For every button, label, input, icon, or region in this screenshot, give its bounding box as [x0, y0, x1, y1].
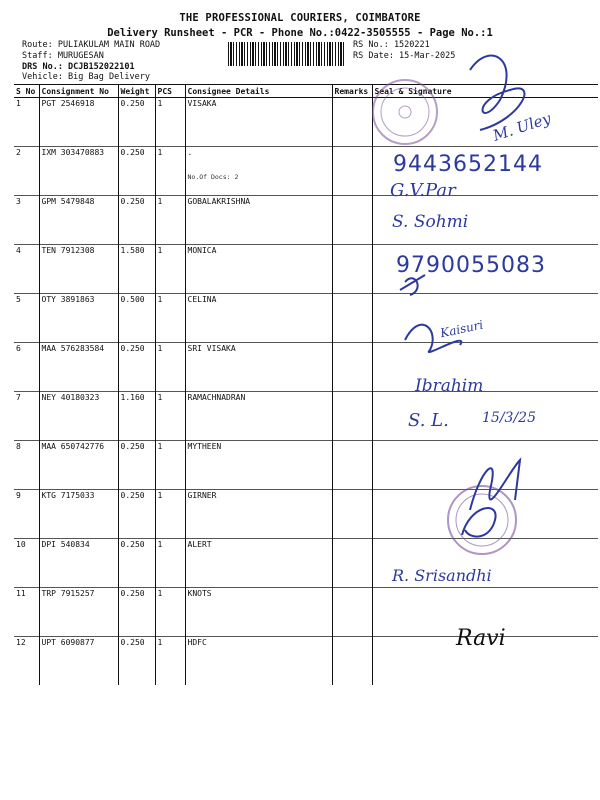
- row-consignment: [39, 196, 118, 245]
- row-remarks: [332, 245, 372, 294]
- barcode: [228, 42, 344, 66]
- row-weight-text: 0.250: [120, 442, 145, 451]
- row-signature: [372, 343, 598, 392]
- row-sno: [14, 588, 39, 637]
- table-row: [14, 588, 598, 637]
- row-weight-text: 0.250: [120, 197, 145, 206]
- row-pcs-text: 1: [157, 99, 163, 108]
- row-sno: [14, 147, 39, 196]
- row-consignment: [39, 539, 118, 588]
- row-pcs-text: 1: [157, 442, 163, 451]
- row-consignment: [39, 343, 118, 392]
- row-pcs-text: 1: [157, 540, 163, 549]
- row-sno-text: 12: [16, 638, 26, 647]
- row-weight: [118, 539, 155, 588]
- row-consignee-text: MYTHEEN: [187, 442, 222, 451]
- row-consignee-text: GIRNER: [187, 491, 217, 500]
- row-pcs: [155, 441, 185, 490]
- rs-date: RS Date: 15-Mar-2025: [353, 51, 456, 61]
- row-signature: [372, 392, 598, 441]
- handwritten-phone-row5: 9790055083: [396, 253, 546, 278]
- row-consignee: [185, 343, 332, 392]
- row-sno-text: 6: [16, 344, 21, 353]
- row-weight: [118, 588, 155, 637]
- signature-row4: S. Sohmi: [392, 212, 469, 232]
- row-weight-text: 0.250: [120, 99, 145, 108]
- row-consignee-text: CELINA: [187, 295, 217, 304]
- table-row: [14, 392, 598, 441]
- row-consignee-text: SRI VISAKA: [187, 344, 236, 353]
- row-consignment-text: PGT 2546918: [41, 99, 95, 108]
- row-consignee-text: ALERT: [187, 540, 212, 549]
- table-row: [14, 294, 598, 343]
- row-pcs-text: 1: [157, 246, 163, 255]
- row-consignee: [185, 441, 332, 490]
- row-sno: [14, 98, 39, 147]
- row-sno-text: 3: [16, 197, 21, 206]
- row-remarks: [332, 196, 372, 245]
- table-row: [14, 441, 598, 490]
- row-consignment: [39, 245, 118, 294]
- row-consignee-text: GOBALAKRISHNA: [187, 197, 251, 206]
- row-sno-text: 7: [16, 393, 21, 402]
- row-consignee-text: KNOTS: [187, 589, 212, 598]
- signature-row2: M. Uley: [490, 109, 554, 145]
- row-consignee: [185, 147, 332, 196]
- row-weight: [118, 441, 155, 490]
- row-pcs: [155, 637, 185, 686]
- row-pcs-text: 1: [157, 197, 163, 206]
- document-subtitle: Delivery Runsheet - PCR - Phone No.:0422-3505555 - Page No.:1: [107, 27, 493, 39]
- row-pcs-text: 1: [157, 638, 163, 647]
- row-weight: [118, 637, 155, 686]
- row-sno-text: 5: [16, 295, 21, 304]
- rs-number: RS No.: 1520221: [353, 40, 430, 50]
- row-consignee: [185, 490, 332, 539]
- row-sno: [14, 294, 39, 343]
- row-pcs: [155, 490, 185, 539]
- row-sno: [14, 196, 39, 245]
- row-consignee-text: HDFC: [187, 638, 207, 647]
- row-sno-text: 2: [16, 148, 21, 157]
- row-consignment-text: TRP 7915257: [41, 589, 95, 598]
- row-remarks: [332, 490, 372, 539]
- row-consignee: [185, 392, 332, 441]
- row-pcs: [155, 392, 185, 441]
- row-consignee: [185, 98, 332, 147]
- table-row: [14, 147, 598, 196]
- row-sno: [14, 490, 39, 539]
- row-consignment-text: UPT 6090877: [41, 638, 95, 647]
- row-consignment-text: TEN 7912308: [41, 246, 95, 255]
- row-consignee: [185, 637, 332, 686]
- row-consignee: [185, 588, 332, 637]
- row-consignment-text: KTG 7175033: [41, 491, 95, 500]
- signature-row6: Kaisuri: [439, 317, 485, 341]
- row-remarks: [332, 392, 372, 441]
- row-remarks: [332, 637, 372, 686]
- row-pcs-text: 1: [157, 393, 163, 402]
- row-weight-text: 0.250: [120, 589, 145, 598]
- row-consignee-text: VISAKA: [187, 99, 217, 108]
- row-consignment-text: IXM 303470883: [41, 148, 105, 157]
- row-signature: [372, 441, 598, 490]
- row-pcs: [155, 147, 185, 196]
- row-signature: [372, 637, 598, 686]
- row-signature: [372, 98, 598, 147]
- runsheet-table: [14, 84, 598, 685]
- col-consignment: Consignment No: [39, 85, 118, 98]
- row-weight: [118, 196, 155, 245]
- col-weight: Weight: [118, 85, 155, 98]
- handwritten-date-row8: 15/3/25: [482, 410, 536, 426]
- row-pcs: [155, 588, 185, 637]
- staff-label: Staff: MURUGESAN: [22, 51, 104, 61]
- row-consignee: [185, 245, 332, 294]
- table-row: [14, 245, 598, 294]
- row-signature: [372, 490, 598, 539]
- row-pcs-text: 1: [157, 491, 163, 500]
- row-weight: [118, 490, 155, 539]
- row-consignee: [185, 196, 332, 245]
- row-weight-text: 0.250: [120, 540, 145, 549]
- row-consignment: [39, 588, 118, 637]
- row-remarks: [332, 343, 372, 392]
- row-remarks: [332, 441, 372, 490]
- row-pcs: [155, 539, 185, 588]
- row-pcs: [155, 294, 185, 343]
- row-sno: [14, 392, 39, 441]
- table-row: [14, 196, 598, 245]
- signature-row8a: Ibrahim: [415, 376, 484, 396]
- row-consignment: [39, 98, 118, 147]
- col-signature: Seal & Signature: [372, 85, 598, 98]
- row-consignee-text: RAMACHNADRAN: [187, 393, 246, 402]
- route-label: Route: PULIAKULAM MAIN ROAD: [22, 40, 161, 50]
- row-consignee: [185, 539, 332, 588]
- row-weight: [118, 147, 155, 196]
- row-consignment-text: GPM 5479848: [41, 197, 95, 206]
- table-row: [14, 98, 598, 147]
- row-weight-text: 0.250: [120, 638, 145, 647]
- vehicle-label: Vehicle: Big Bag Delivery: [22, 72, 150, 82]
- row-docs-note: No.Of Docs: 2: [187, 173, 239, 181]
- row-consignment-text: MAA 576283584: [41, 344, 105, 353]
- row-pcs: [155, 245, 185, 294]
- row-remarks: [332, 539, 372, 588]
- row-weight-text: 0.250: [120, 148, 145, 157]
- signature-row8b: S. L.: [408, 410, 449, 431]
- row-consignment: [39, 441, 118, 490]
- handwritten-phone-row3: 9443652144: [393, 152, 543, 177]
- row-weight-text: 0.250: [120, 344, 145, 353]
- drs-number: DRS No.: DCJB152022101: [22, 62, 135, 72]
- row-sno-text: 11: [16, 589, 26, 598]
- row-sno-text: 8: [16, 442, 21, 451]
- table-row: [14, 539, 598, 588]
- row-weight-text: 0.500: [120, 295, 145, 304]
- col-sno: S No: [14, 85, 39, 98]
- row-sno-text: 10: [16, 540, 26, 549]
- row-weight: [118, 392, 155, 441]
- row-pcs-text: 1: [157, 295, 163, 304]
- row-sno: [14, 245, 39, 294]
- row-pcs-text: 1: [157, 344, 163, 353]
- row-sno: [14, 637, 39, 686]
- row-remarks: [332, 588, 372, 637]
- row-consignee: [185, 294, 332, 343]
- row-pcs-text: 1: [157, 148, 163, 157]
- row-sno: [14, 343, 39, 392]
- row-consignment-text: DPI 540834: [41, 540, 90, 549]
- row-pcs: [155, 196, 185, 245]
- row-consignment: [39, 294, 118, 343]
- row-sno: [14, 441, 39, 490]
- row-weight: [118, 294, 155, 343]
- document-title: THE PROFESSIONAL COURIERS, COIMBATORE: [179, 12, 421, 24]
- row-remarks: [332, 98, 372, 147]
- row-weight: [118, 245, 155, 294]
- row-consignee-text: .: [187, 148, 193, 157]
- row-consignee-text: MONICA: [187, 246, 217, 255]
- row-signature: [372, 196, 598, 245]
- row-sno: [14, 539, 39, 588]
- row-consignment: [39, 490, 118, 539]
- row-consignment: [39, 147, 118, 196]
- col-remarks: Remarks: [332, 85, 372, 98]
- signature-row12: Ravi: [456, 626, 506, 651]
- table-header-row: [14, 85, 598, 98]
- row-weight: [118, 343, 155, 392]
- row-consignment: [39, 637, 118, 686]
- table-row: [14, 343, 598, 392]
- table-row: [14, 637, 598, 686]
- row-signature: [372, 147, 598, 196]
- row-weight-text: 0.250: [120, 491, 145, 500]
- row-pcs-text: 1: [157, 589, 163, 598]
- row-signature: [372, 539, 598, 588]
- row-sno-text: 4: [16, 246, 21, 255]
- signature-row11: R. Srisandhi: [392, 566, 492, 585]
- row-consignment-text: NEY 40180323: [41, 393, 100, 402]
- row-signature: [372, 294, 598, 343]
- row-consignment-text: OTY 3891863: [41, 295, 95, 304]
- row-weight-text: 1.580: [120, 246, 145, 255]
- col-consignee: Consignee Details: [185, 85, 332, 98]
- row-pcs: [155, 98, 185, 147]
- row-consignment-text: MAA 650742776: [41, 442, 105, 451]
- row-weight-text: 1.160: [120, 393, 145, 402]
- table-row: [14, 490, 598, 539]
- row-remarks: [332, 147, 372, 196]
- row-sno-text: 9: [16, 491, 21, 500]
- row-pcs: [155, 343, 185, 392]
- row-remarks: [332, 294, 372, 343]
- row-sno-text: 1: [16, 99, 21, 108]
- row-signature: [372, 245, 598, 294]
- col-pcs: PCS: [155, 85, 185, 98]
- row-signature: [372, 588, 598, 637]
- row-weight: [118, 98, 155, 147]
- handwritten-name-row3: G.V.Par: [390, 180, 456, 201]
- row-consignment: [39, 392, 118, 441]
